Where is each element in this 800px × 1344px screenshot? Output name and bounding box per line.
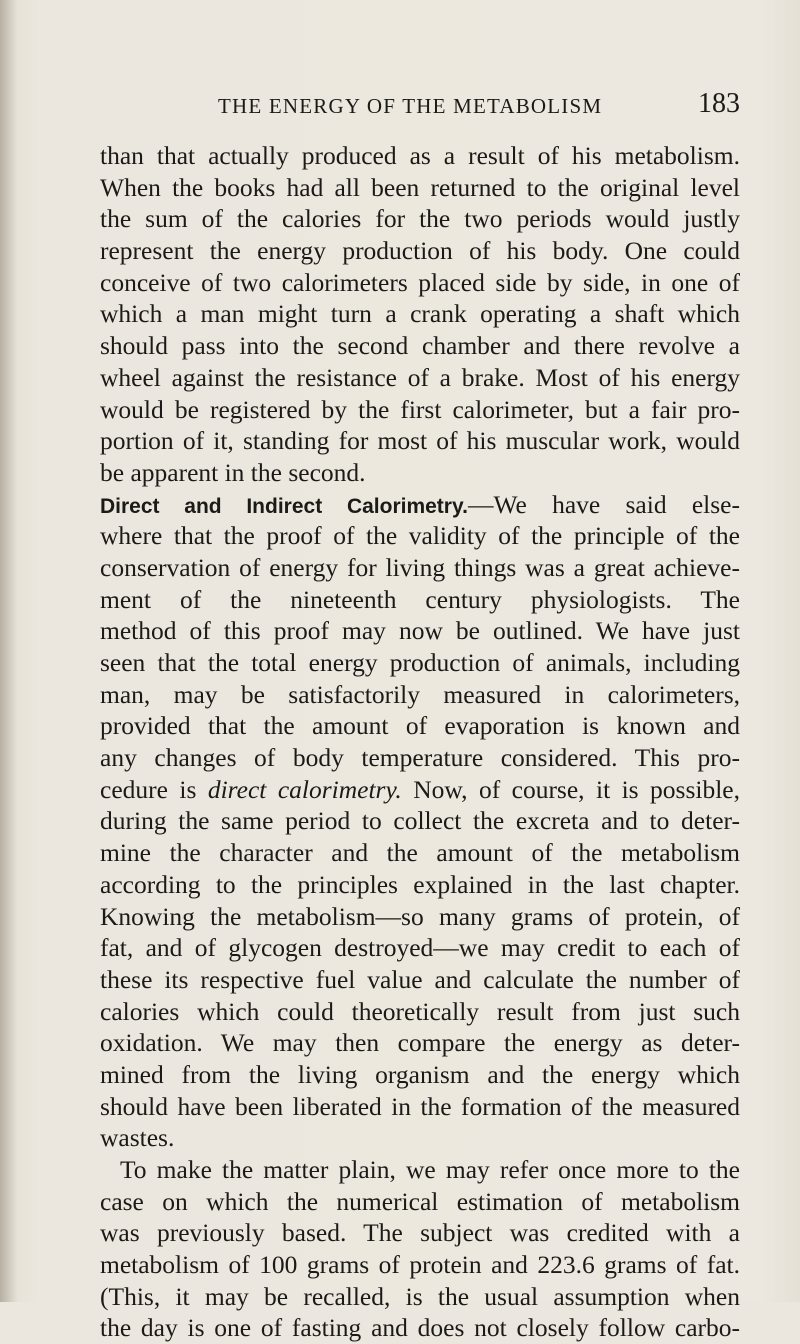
text-line: conceive of two calorimeters placed side by side, in one of <box>100 267 740 297</box>
section-heading: Direct and Indirect Calorimetry. <box>100 494 468 518</box>
text-line: man, may be satisfactorily measured in calorimeters, <box>100 679 740 709</box>
text-line: ment of the nineteenth century physiologists. The <box>100 584 740 614</box>
text-line: should pass into the second chamber and there revolve a <box>100 331 740 361</box>
text-line: should have been liberated in the formation of the measured <box>100 1091 740 1121</box>
text-line: represent the energy production of his body. One could <box>100 236 740 266</box>
text-line: these its respective fuel value and calculate the number of <box>100 964 740 994</box>
text-line: mine the character and the amount of the metabolism <box>100 838 740 868</box>
running-title: THE ENERGY OF THE METABOLISM <box>218 94 603 118</box>
text-fragment: Now, of course, it is possible, <box>401 774 740 804</box>
text-line: was previously based. The subject was credited with a <box>100 1218 740 1248</box>
section-heading-line <box>100 489 740 521</box>
text-line: (This, it may be recalled, is the usual assumption when <box>100 1281 740 1311</box>
text-line: during the same period to collect the excreta and to deter- <box>100 806 740 836</box>
text-line: Knowing the metabolism—so many grams of protein, of <box>100 901 740 931</box>
emphasized-term: direct calorimetry. <box>207 774 402 804</box>
page-number: 183 <box>698 88 740 119</box>
text-line: When the books had all been returned to the original level <box>100 172 740 202</box>
text-line: method of this proof may now be outlined. We have just <box>100 616 740 646</box>
text-line-with-emphasis <box>100 774 740 806</box>
text-line: the day is one of fasting and does not closely follow carbo- <box>100 1313 740 1343</box>
text-line: the sum of the calories for the two periods would justly <box>100 204 740 234</box>
text-fragment: —We have said else- <box>467 489 740 519</box>
text-line: mined from the living organism and the energy which <box>100 1059 740 1089</box>
text-line: wastes. <box>100 1123 175 1153</box>
text-line: portion of it, standing for most of his muscular work, would <box>100 426 740 456</box>
text-fragment: cedure is <box>100 774 208 804</box>
text-line: be apparent in the second. <box>100 457 366 487</box>
gutter-shadow <box>0 0 18 1302</box>
text-line: would be registered by the first calorimeter, but a fair pro- <box>100 394 740 424</box>
text-line: wheel against the resistance of a brake. Most of his energy <box>100 362 740 392</box>
text-line: which a man might turn a crank operating a shaft which <box>100 299 740 329</box>
text-line: case on which the numerical estimation of metabolism <box>100 1186 740 1216</box>
text-line: calories which could theoretically result from just such <box>100 996 740 1026</box>
text-line: metabolism of 100 grams of protein and 223.6 grams of fat. <box>100 1250 740 1280</box>
text-line: according to the principles explained in the last chapter. <box>100 869 740 899</box>
text-line: fat, and of glycogen destroyed—we may credit to each of <box>100 933 740 963</box>
body-text <box>100 140 740 1344</box>
text-line: oxidation. We may then compare the energy as deter- <box>100 1028 740 1058</box>
text-line: where that the proof of the validity of the principle of the <box>100 521 740 551</box>
text-line: conservation of energy for living things was a great achieve- <box>100 552 740 582</box>
text-line: any changes of body temperature considered. This pro- <box>100 743 740 773</box>
running-head <box>100 88 740 124</box>
text-line: seen that the total energy production of animals, including <box>100 648 740 677</box>
text-line: provided that the amount of evaporation is known and <box>100 711 740 741</box>
text-line: than that actually produced as a result of his metabolism. <box>100 141 740 170</box>
text-line: To make the matter plain, we may refer once more to the <box>120 1155 740 1184</box>
